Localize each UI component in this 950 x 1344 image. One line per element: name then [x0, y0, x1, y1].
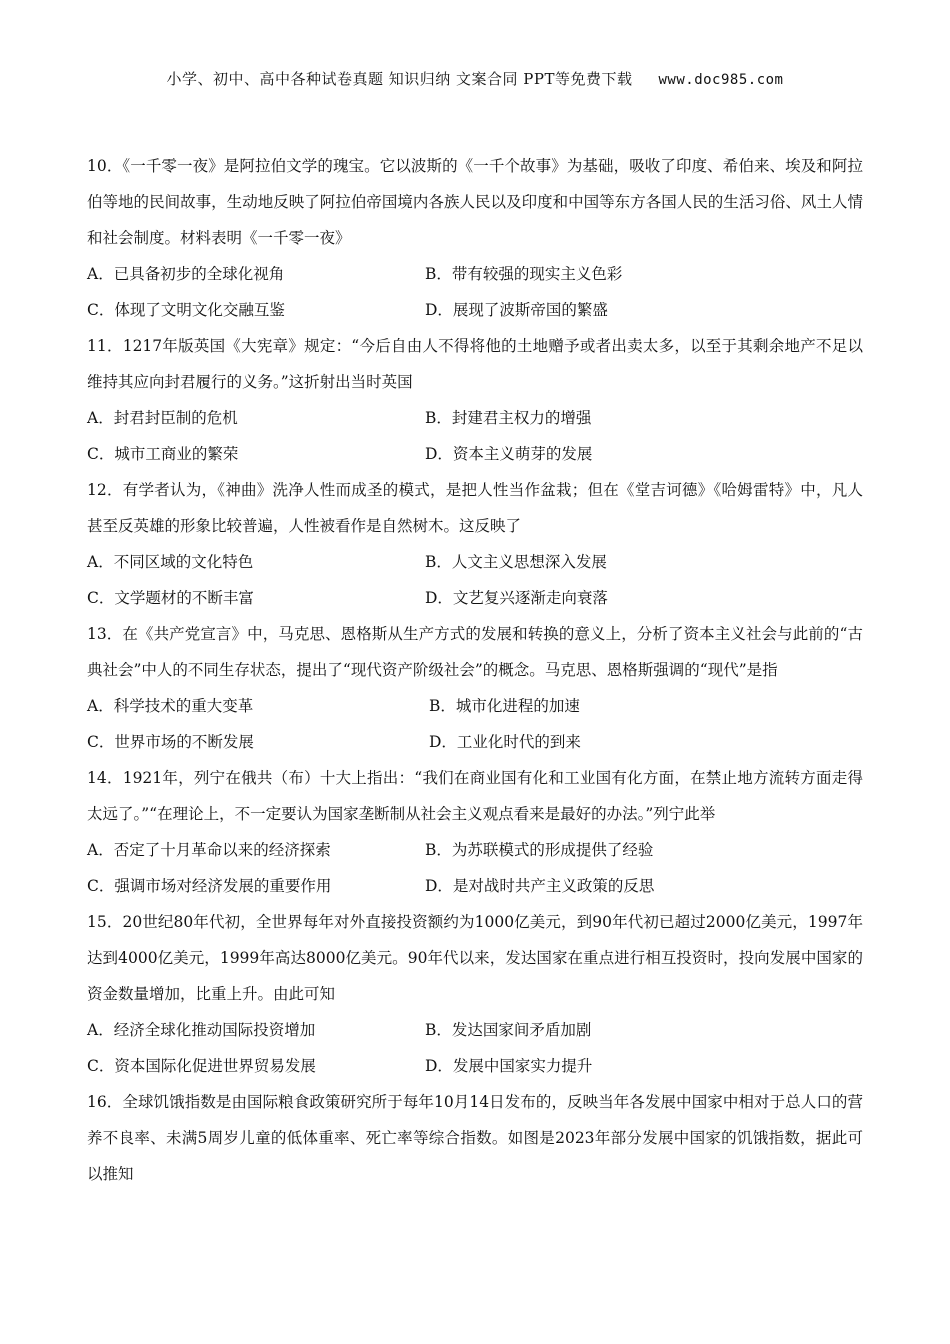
question-stem: 12．有学者认为，《神曲》洗净人性而成圣的模式，是把人性当作盆栽；但在《堂吉诃德》《哈姆雷特》中，凡人甚至反英雄的形象比较普遍，人性被看作是自然树木。这反映了: [87, 481, 863, 535]
option-a: A．科学技术的重大变革: [87, 697, 254, 715]
option-row: [87, 724, 863, 760]
header-text: 小学、初中、高中各种试卷真题 知识归纳 文案合同 PPT等免费下载: [166, 70, 633, 88]
question-stem: 16．全球饥饿指数是由国际粮食政策研究所于每年10月14日发布的，反映当年各发展中国家中相对于总人口的营养不良率、未满5周岁儿童的低体重率、死亡率等综合指数。如图是2023年部分发展中国家的饥饿指数，据此可以推知: [87, 1093, 863, 1183]
question-12: [87, 472, 863, 616]
option-c: C．城市工商业的繁荣: [87, 445, 239, 463]
question-stem: 11．1217年版英国《大宪章》规定：“今后自由人不得将他的土地赠予或者出卖太多，以至于其剩余地产不足以维持其应向封君履行的义务。”这折射出当时英国: [87, 337, 863, 391]
option-b: B．人文主义思想深入发展: [425, 553, 607, 571]
option-b: B．为苏联模式的形成提供了经验: [425, 841, 654, 859]
question-11: [87, 328, 863, 472]
option-c: C．资本国际化促进世界贸易发展: [87, 1057, 316, 1075]
option-a: A．不同区域的文化特色: [87, 553, 254, 571]
option-d: D．资本主义萌芽的发展: [425, 445, 593, 463]
option-row: [87, 868, 863, 904]
question-list: [87, 148, 863, 1192]
question-stem: 14．1921年，列宁在俄共（布）十大上指出：“我们在商业国有化和工业国有化方面，在禁止地方流转方面走得太远了。”“在理论上，不一定要认为国家垄断制从社会主义观点看来是最好的办法。”列宁此举: [87, 769, 863, 823]
option-a: A．封君封臣制的危机: [87, 409, 238, 427]
question-15: [87, 904, 863, 1084]
option-c: C．体现了文明文化交融互鉴: [87, 301, 285, 319]
question-stem: 10．《一千零一夜》是阿拉伯文学的瑰宝。它以波斯的《一千个故事》为基础，吸收了印度、希伯来、埃及和阿拉伯等地的民间故事，生动地反映了阿拉伯帝国境内各族人民以及印度和中国等东方各国人民的生活习俗、风土人情和社会制度。材料表明《一千零一夜》: [87, 157, 863, 247]
option-row: [87, 688, 863, 724]
option-d: D．发展中国家实力提升: [425, 1057, 593, 1075]
question-14: [87, 760, 863, 904]
option-b: B．带有较强的现实主义色彩: [425, 265, 623, 283]
option-row: [87, 832, 863, 868]
question-10: [87, 148, 863, 328]
option-a: A．已具备初步的全球化视角: [87, 265, 285, 283]
option-d: D．文艺复兴逐渐走向衰落: [425, 589, 608, 607]
option-a: A．否定了十月革命以来的经济探索: [87, 841, 331, 859]
option-c: C．强调市场对经济发展的重要作用: [87, 877, 332, 895]
option-row: [87, 544, 863, 580]
header-site-link[interactable]: www.doc985.com: [658, 72, 784, 88]
option-d: D．是对战时共产主义政策的反思: [425, 877, 655, 895]
option-row: [87, 400, 863, 436]
question-13: [87, 616, 863, 760]
option-d: D．展现了波斯帝国的繁盛: [425, 301, 608, 319]
option-d: D．工业化时代的到来: [429, 733, 581, 751]
option-b: B．封建君主权力的增强: [425, 409, 592, 427]
option-row: [87, 292, 863, 328]
page-header: [0, 68, 950, 89]
option-b: B．发达国家间矛盾加剧: [425, 1021, 592, 1039]
question-stem: 13．在《共产党宣言》中，马克思、恩格斯从生产方式的发展和转换的意义上，分析了资本主义社会与此前的“古典社会”中人的不同生存状态，提出了“现代资产阶级社会”的概念。马克思、恩格斯强调的“现代”是指: [87, 625, 863, 679]
question-stem: 15．20世纪80年代初，全世界每年对外直接投资额约为1000亿美元，到90年代初已超过2000亿美元，1997年达到4000亿美元，1999年高达8000亿美元。90年代以来，发达国家在重点进行相互投资时，投向发展中国家的资金数量增加，比重上升。由此可知: [87, 913, 863, 1003]
option-b: B．城市化进程的加速: [429, 697, 580, 715]
option-a: A．经济全球化推动国际投资增加: [87, 1021, 316, 1039]
option-c: C．世界市场的不断发展: [87, 733, 254, 751]
question-16: [87, 1084, 863, 1192]
option-row: [87, 1048, 863, 1084]
option-row: [87, 256, 863, 292]
option-row: [87, 1012, 863, 1048]
option-row: [87, 436, 863, 472]
option-c: C．文学题材的不断丰富: [87, 589, 254, 607]
option-row: [87, 580, 863, 616]
